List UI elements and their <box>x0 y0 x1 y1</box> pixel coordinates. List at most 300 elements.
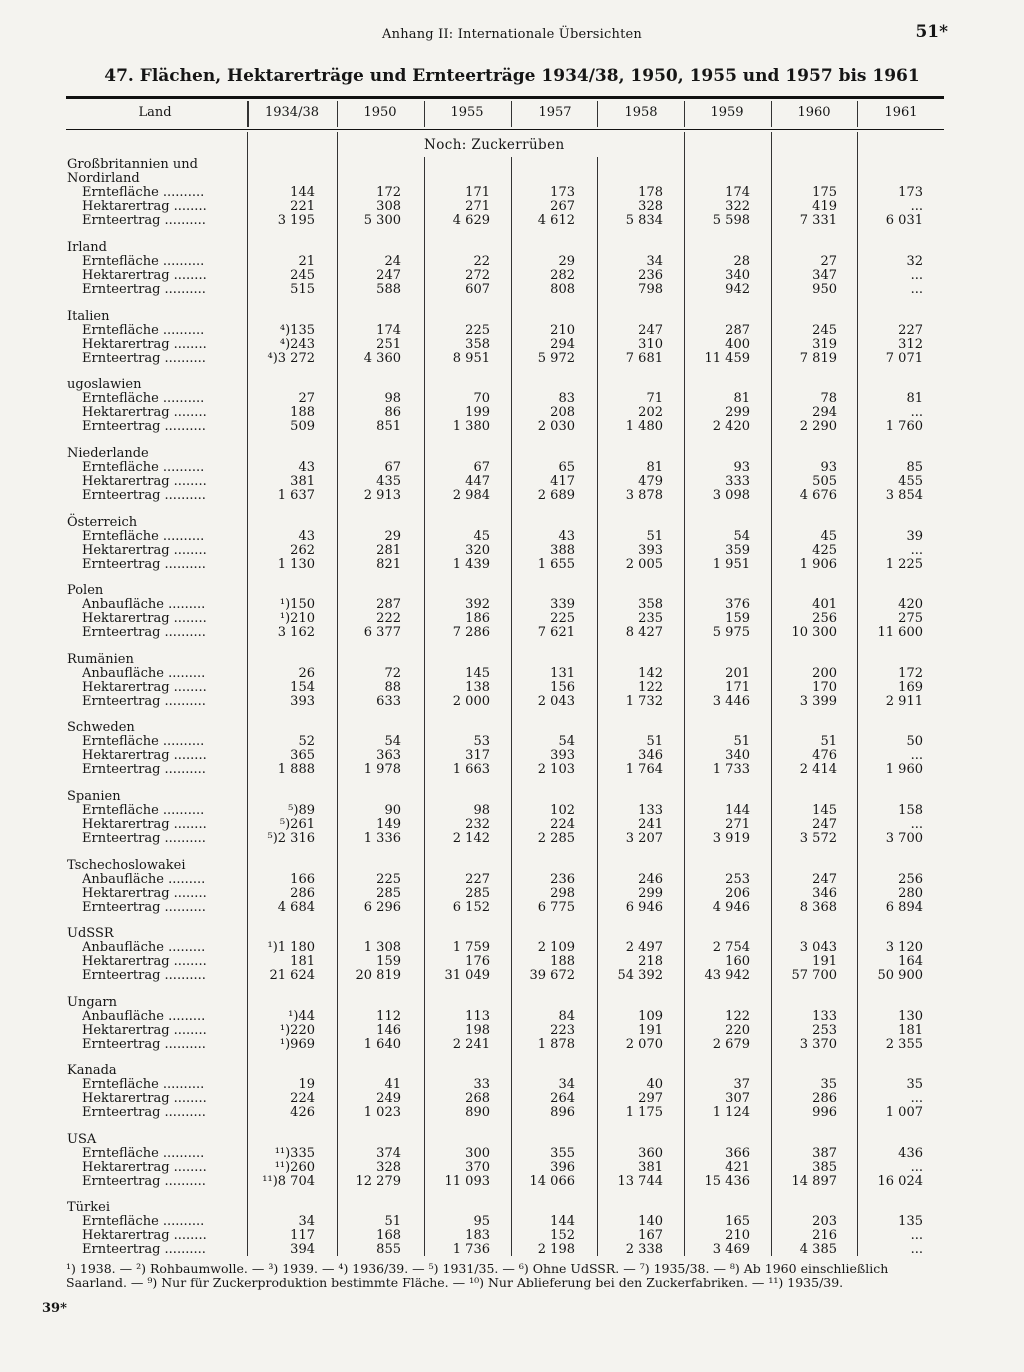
table-cell: 271 <box>725 817 750 832</box>
table-cell: 297 <box>638 1091 663 1106</box>
table-cell: 320 <box>465 543 490 558</box>
table-cell: 286 <box>812 1091 837 1106</box>
row-label: Erntefläche .......... <box>82 530 205 544</box>
table-cell: 10 300 <box>791 625 837 640</box>
table-cell: 20 819 <box>355 968 401 983</box>
table-cell: 264 <box>550 1091 575 1106</box>
header-divider <box>424 101 425 127</box>
table-cell: 223 <box>550 1023 575 1038</box>
table-cell: ⁵)261 <box>279 817 315 832</box>
row-label: Ernteertrag .......... <box>82 1106 206 1120</box>
table-cell: 159 <box>725 611 750 626</box>
table-cell: 821 <box>376 557 401 572</box>
table-cell: 359 <box>725 543 750 558</box>
table-cell: 43 942 <box>704 968 750 983</box>
table-cell: 14 066 <box>529 1174 575 1189</box>
table-cell: 206 <box>725 886 750 901</box>
row-label: Erntefläche .......... <box>82 735 205 749</box>
table-cell: 173 <box>550 185 575 200</box>
column-header-year: 1950 <box>363 105 397 120</box>
table-cell: 5 598 <box>712 213 750 228</box>
table-cell: 287 <box>376 597 401 612</box>
country-name: Spanien <box>67 789 121 804</box>
table-cell: 2 414 <box>799 762 837 777</box>
table-header-rule <box>66 129 944 130</box>
table-cell: 2 911 <box>885 694 923 709</box>
row-label: Hektarertrag ........ <box>82 544 207 558</box>
table-cell: 156 <box>550 680 575 695</box>
table-cell: 72 <box>384 666 401 681</box>
table-cell: 6 894 <box>885 900 923 915</box>
table-cell: 4 629 <box>452 213 490 228</box>
table-cell: ... <box>910 1091 923 1106</box>
table-cell: 358 <box>638 597 663 612</box>
table-cell: 246 <box>638 872 663 887</box>
column-header-year: 1957 <box>538 105 572 120</box>
table-cell: 249 <box>376 1091 401 1106</box>
table-cell: 81 <box>733 391 750 406</box>
table-cell: 1 978 <box>363 762 401 777</box>
table-cell: 32 <box>906 254 923 269</box>
table-cell: 21 <box>298 254 315 269</box>
table-cell: 2 913 <box>363 488 401 503</box>
table-cell: 172 <box>898 666 923 681</box>
table-cell: 241 <box>638 817 663 832</box>
header-divider <box>857 101 858 127</box>
row-label: Erntefläche .......... <box>82 804 205 818</box>
table-cell: 401 <box>812 597 837 612</box>
table-cell: 222 <box>376 611 401 626</box>
table-cell: 247 <box>376 268 401 283</box>
table-cell: 8 368 <box>799 900 837 915</box>
table-cell: 6 377 <box>363 625 401 640</box>
table-cell: 2 290 <box>799 419 837 434</box>
table-cell: 385 <box>812 1160 837 1175</box>
table-cell: 22 <box>473 254 490 269</box>
table-cell: ... <box>910 748 923 763</box>
table-cell: 3 700 <box>885 831 923 846</box>
table-cell: 6 031 <box>885 213 923 228</box>
table-cell: 393 <box>550 748 575 763</box>
header-divider <box>771 101 772 127</box>
table-cell: 312 <box>898 337 923 352</box>
table-cell: 4 684 <box>277 900 315 915</box>
table-cell: 43 <box>298 460 315 475</box>
table-cell: ¹)969 <box>279 1037 315 1052</box>
table-cell: ... <box>910 543 923 558</box>
row-label: Hektarertrag ........ <box>82 612 207 626</box>
table-cell: 51 <box>384 1214 401 1229</box>
table-cell: 6 296 <box>363 900 401 915</box>
table-cell: 515 <box>290 282 315 297</box>
table-cell: 45 <box>473 529 490 544</box>
table-cell: 4 676 <box>799 488 837 503</box>
table-cell: 5 975 <box>712 625 750 640</box>
table-cell: 1 380 <box>452 419 490 434</box>
table-cell: 145 <box>812 803 837 818</box>
row-label: Erntefläche .......... <box>82 461 205 475</box>
table-cell: 333 <box>725 474 750 489</box>
table-cell: 67 <box>384 460 401 475</box>
table-cell: 363 <box>376 748 401 763</box>
table-cell: 165 <box>725 1214 750 1229</box>
table-cell: 227 <box>465 872 490 887</box>
table-cell: 188 <box>550 954 575 969</box>
table-cell: 173 <box>898 185 923 200</box>
row-label: Ernteertrag .......... <box>82 626 206 640</box>
table-cell: 300 <box>465 1146 490 1161</box>
table-cell: 174 <box>376 323 401 338</box>
row-label: Ernteertrag .......... <box>82 420 206 434</box>
row-label: Erntefläche .......... <box>82 255 205 269</box>
table-cell: 340 <box>725 268 750 283</box>
table-cell: 4 360 <box>363 351 401 366</box>
table-cell: 221 <box>290 199 315 214</box>
table-cell: 1 336 <box>363 831 401 846</box>
table-cell: 167 <box>638 1228 663 1243</box>
table-cell: 420 <box>898 597 923 612</box>
country-name: Österreich <box>67 515 138 530</box>
table-cell: ... <box>910 1242 923 1257</box>
table-cell: 2 689 <box>537 488 575 503</box>
table-cell: 808 <box>550 282 575 297</box>
table-cell: 851 <box>376 419 401 434</box>
table-cell: 2 285 <box>537 831 575 846</box>
table-cell: 3 370 <box>799 1037 837 1052</box>
table-cell: 225 <box>465 323 490 338</box>
table-cell: 26 <box>298 666 315 681</box>
row-label: Hektarertrag ........ <box>82 200 207 214</box>
table-cell: 78 <box>820 391 837 406</box>
table-cell: 112 <box>376 1009 401 1024</box>
table-cell: 267 <box>550 199 575 214</box>
table-cell: 358 <box>465 337 490 352</box>
table-cell: 896 <box>550 1105 575 1120</box>
table-cell: ¹)1 180 <box>267 940 315 955</box>
table-cell: 145 <box>465 666 490 681</box>
table-cell: 131 <box>550 666 575 681</box>
row-label: Hektarertrag ........ <box>82 887 207 901</box>
table-cell: 41 <box>384 1077 401 1092</box>
table-cell: 340 <box>725 748 750 763</box>
table-cell: 366 <box>725 1146 750 1161</box>
header-divider <box>684 101 685 127</box>
table-cell: 39 672 <box>529 968 575 983</box>
table-cell: 370 <box>465 1160 490 1175</box>
table-cell: 85 <box>906 460 923 475</box>
table-cell: 81 <box>646 460 663 475</box>
table-cell: 381 <box>638 1160 663 1175</box>
table-cell: 3 098 <box>712 488 750 503</box>
table-cell: 376 <box>725 597 750 612</box>
table-cell: 633 <box>376 694 401 709</box>
row-label: Ernteertrag .......... <box>82 832 206 846</box>
row-label: Hektarertrag ........ <box>82 475 207 489</box>
table-cell: 2 070 <box>625 1037 663 1052</box>
row-label: Hektarertrag ........ <box>82 269 207 283</box>
table-cell: ... <box>910 817 923 832</box>
table-cell: 280 <box>898 886 923 901</box>
table-cell: 1 308 <box>363 940 401 955</box>
table-cell: ¹)44 <box>288 1009 315 1024</box>
table-cell: 2 043 <box>537 694 575 709</box>
table-cell: 171 <box>725 680 750 695</box>
table-cell: 247 <box>812 817 837 832</box>
table-cell: 122 <box>725 1009 750 1024</box>
table-cell: 57 700 <box>791 968 837 983</box>
table-cell: ⁵)2 316 <box>267 831 315 846</box>
table-cell: 294 <box>550 337 575 352</box>
table-cell: ⁴)135 <box>279 323 315 338</box>
table-cell: 285 <box>465 886 490 901</box>
table-cell: 102 <box>550 803 575 818</box>
table-cell: 227 <box>898 323 923 338</box>
table-cell: 178 <box>638 185 663 200</box>
table-cell: 29 <box>558 254 575 269</box>
table-cell: 34 <box>558 1077 575 1092</box>
table-cell: 281 <box>376 543 401 558</box>
table-cell: 328 <box>638 199 663 214</box>
table-cell: 1 655 <box>537 557 575 572</box>
column-header-year: 1959 <box>710 105 744 120</box>
row-label: Anbaufläche ......... <box>82 1010 206 1024</box>
row-label: Hektarertrag ........ <box>82 406 207 420</box>
table-cell: 1 124 <box>712 1105 750 1120</box>
table-cell: 138 <box>465 680 490 695</box>
table-cell: 51 <box>820 734 837 749</box>
table-cell: 34 <box>298 1214 315 1229</box>
table-cell: 144 <box>550 1214 575 1229</box>
table-cell: 52 <box>298 734 315 749</box>
table-cell: 2 142 <box>452 831 490 846</box>
table-cell: 1 960 <box>885 762 923 777</box>
table-cell: 142 <box>638 666 663 681</box>
table-cell: 2 109 <box>537 940 575 955</box>
footer-page-marker: 39* <box>42 1301 67 1316</box>
table-cell: 1 951 <box>712 557 750 572</box>
table-cell: 393 <box>290 694 315 709</box>
table-cell: 158 <box>898 803 923 818</box>
table-cell: 253 <box>725 872 750 887</box>
country-name: Tschechoslowakei <box>67 858 186 873</box>
table-cell: 2 198 <box>537 1242 575 1257</box>
table-cell: 50 900 <box>877 968 923 983</box>
footnote-line: Saarland. — ⁹) Nur für Zuckerproduktion bestimmte Fläche. — ¹⁰) Nur Ablieferung bei den Zuckerfabriken. — ¹¹) 1935/39. <box>66 1275 844 1290</box>
table-cell: 81 <box>906 391 923 406</box>
table-cell: 122 <box>638 680 663 695</box>
table-cell: 176 <box>465 954 490 969</box>
table-cell: 286 <box>290 886 315 901</box>
table-cell: 1 733 <box>712 762 750 777</box>
row-label: Ernteertrag .......... <box>82 1243 206 1257</box>
table-cell: ... <box>910 1228 923 1243</box>
country-name: Türkei <box>67 1200 110 1215</box>
table-cell: 27 <box>820 254 837 269</box>
table-cell: 3 399 <box>799 694 837 709</box>
footnotes <box>66 1262 946 1290</box>
table-cell: 322 <box>725 199 750 214</box>
table-cell: 1 480 <box>625 419 663 434</box>
country-name: ugoslawien <box>67 377 142 392</box>
country-name: Irland <box>67 240 107 255</box>
table-title: 47. Flächen, Hektarerträge und Ernteerträge 1934/38, 1950, 1955 und 1957 bis 1961 <box>104 66 920 86</box>
table-cell: 50 <box>906 734 923 749</box>
row-label: Erntefläche .......... <box>82 324 205 338</box>
table-cell: 2 005 <box>625 557 663 572</box>
table-cell: 4 946 <box>712 900 750 915</box>
table-cell: 419 <box>812 199 837 214</box>
row-label: Anbaufläche ......... <box>82 873 206 887</box>
table-cell: 235 <box>638 611 663 626</box>
table-cell: 393 <box>638 543 663 558</box>
table-cell: 339 <box>550 597 575 612</box>
table-cell: ¹¹)335 <box>274 1146 315 1161</box>
table-cell: 3 572 <box>799 831 837 846</box>
table-cell: 268 <box>465 1091 490 1106</box>
table-cell: 98 <box>473 803 490 818</box>
table-cell: 33 <box>473 1077 490 1092</box>
table-cell: 2 103 <box>537 762 575 777</box>
table-cell: 35 <box>820 1077 837 1092</box>
row-label: Ernteertrag .......... <box>82 489 206 503</box>
table-cell: 1 130 <box>277 557 315 572</box>
table-cell: 396 <box>550 1160 575 1175</box>
table-cell: 11 093 <box>444 1174 490 1189</box>
table-cell: 27 <box>298 391 315 406</box>
table-cell: 21 624 <box>269 968 315 983</box>
row-label: Hektarertrag ........ <box>82 338 207 352</box>
table-cell: 133 <box>638 803 663 818</box>
table-cell: ¹)210 <box>279 611 315 626</box>
table-cell: 2 420 <box>712 419 750 434</box>
table-cell: 54 <box>558 734 575 749</box>
table-cell: 426 <box>290 1105 315 1120</box>
table-cell: 346 <box>638 748 663 763</box>
table-cell: 1 663 <box>452 762 490 777</box>
table-cell: 2 497 <box>625 940 663 955</box>
table-cell: 607 <box>465 282 490 297</box>
table-cell: 387 <box>812 1146 837 1161</box>
table-cell: ¹)220 <box>279 1023 315 1038</box>
table-cell: 251 <box>376 337 401 352</box>
table-cell: 319 <box>812 337 837 352</box>
country-name: Italien <box>67 309 110 324</box>
table-cell: 3 854 <box>885 488 923 503</box>
row-label: Ernteertrag .......... <box>82 901 206 915</box>
table-cell: 201 <box>725 666 750 681</box>
table-cell: 191 <box>638 1023 663 1038</box>
country-name: Polen <box>67 583 104 598</box>
table-cell: 271 <box>465 199 490 214</box>
table-cell: 135 <box>898 1214 923 1229</box>
country-name: Kanada <box>67 1063 117 1078</box>
row-label: Ernteertrag .......... <box>82 558 206 572</box>
row-label: Ernteertrag .......... <box>82 1038 206 1052</box>
country-name: Rumänien <box>67 652 134 667</box>
table-cell: 11 600 <box>877 625 923 640</box>
table-cell: 942 <box>725 282 750 297</box>
header-divider <box>247 101 249 127</box>
table-cell: 181 <box>290 954 315 969</box>
table-cell: 6 152 <box>452 900 490 915</box>
table-cell: 43 <box>558 529 575 544</box>
header-divider <box>511 101 512 127</box>
table-cell: 479 <box>638 474 663 489</box>
page-number: 51* <box>915 22 948 42</box>
table-cell: 51 <box>646 529 663 544</box>
header-divider <box>337 101 338 127</box>
table-cell: 172 <box>376 185 401 200</box>
table-cell: 35 <box>906 1077 923 1092</box>
table-cell: 253 <box>812 1023 837 1038</box>
table-cell: 455 <box>898 474 923 489</box>
table-cell: 2 754 <box>712 940 750 955</box>
header-divider <box>597 101 598 127</box>
column-header-year: 1955 <box>450 105 484 120</box>
table-cell: 98 <box>384 391 401 406</box>
table-cell: 272 <box>465 268 490 283</box>
table-cell: 117 <box>290 1228 315 1243</box>
table-cell: 164 <box>898 954 923 969</box>
table-top-rule <box>66 96 944 99</box>
table-cell: 1 225 <box>885 557 923 572</box>
table-cell: 374 <box>376 1146 401 1161</box>
table-cell: 54 <box>384 734 401 749</box>
table-cell: ⁴)3 272 <box>267 351 315 366</box>
table-cell: 171 <box>465 185 490 200</box>
table-cell: ⁵)89 <box>288 803 315 818</box>
table-cell: 1 764 <box>625 762 663 777</box>
table-cell: 5 300 <box>363 213 401 228</box>
table-cell: 285 <box>376 886 401 901</box>
table-cell: 317 <box>465 748 490 763</box>
country-name: Schweden <box>67 720 135 735</box>
table-cell: 1 760 <box>885 419 923 434</box>
table-cell: 28 <box>733 254 750 269</box>
table-cell: 798 <box>638 282 663 297</box>
row-label: Ernteertrag .......... <box>82 214 206 228</box>
table-cell: 19 <box>298 1077 315 1092</box>
table-cell: 299 <box>725 405 750 420</box>
table-cell: 7 621 <box>537 625 575 640</box>
table-cell: 400 <box>725 337 750 352</box>
table-cell: 3 446 <box>712 694 750 709</box>
table-cell: 308 <box>376 199 401 214</box>
table-cell: 93 <box>733 460 750 475</box>
section-label: Noch: Zuckerrüben <box>424 137 565 153</box>
row-label: Ernteertrag .......... <box>82 283 206 297</box>
table-cell: 3 878 <box>625 488 663 503</box>
row-label: Erntefläche .......... <box>82 1147 205 1161</box>
row-label: Ernteertrag .......... <box>82 352 206 366</box>
table-cell: 8 427 <box>625 625 663 640</box>
table-cell: 2 679 <box>712 1037 750 1052</box>
table-cell: 3 043 <box>799 940 837 955</box>
table-cell: 388 <box>550 543 575 558</box>
table-cell: 183 <box>465 1228 490 1243</box>
table-cell: 328 <box>376 1160 401 1175</box>
table-cell: 3 120 <box>885 940 923 955</box>
table-cell: 245 <box>290 268 315 283</box>
table-cell: 307 <box>725 1091 750 1106</box>
table-cell: 298 <box>550 886 575 901</box>
table-cell: 447 <box>465 474 490 489</box>
row-label: Hektarertrag ........ <box>82 1092 207 1106</box>
table-cell: 2 241 <box>452 1037 490 1052</box>
table-cell: 31 049 <box>444 968 490 983</box>
table-cell: 191 <box>812 954 837 969</box>
table-cell: ¹¹)260 <box>274 1160 315 1175</box>
